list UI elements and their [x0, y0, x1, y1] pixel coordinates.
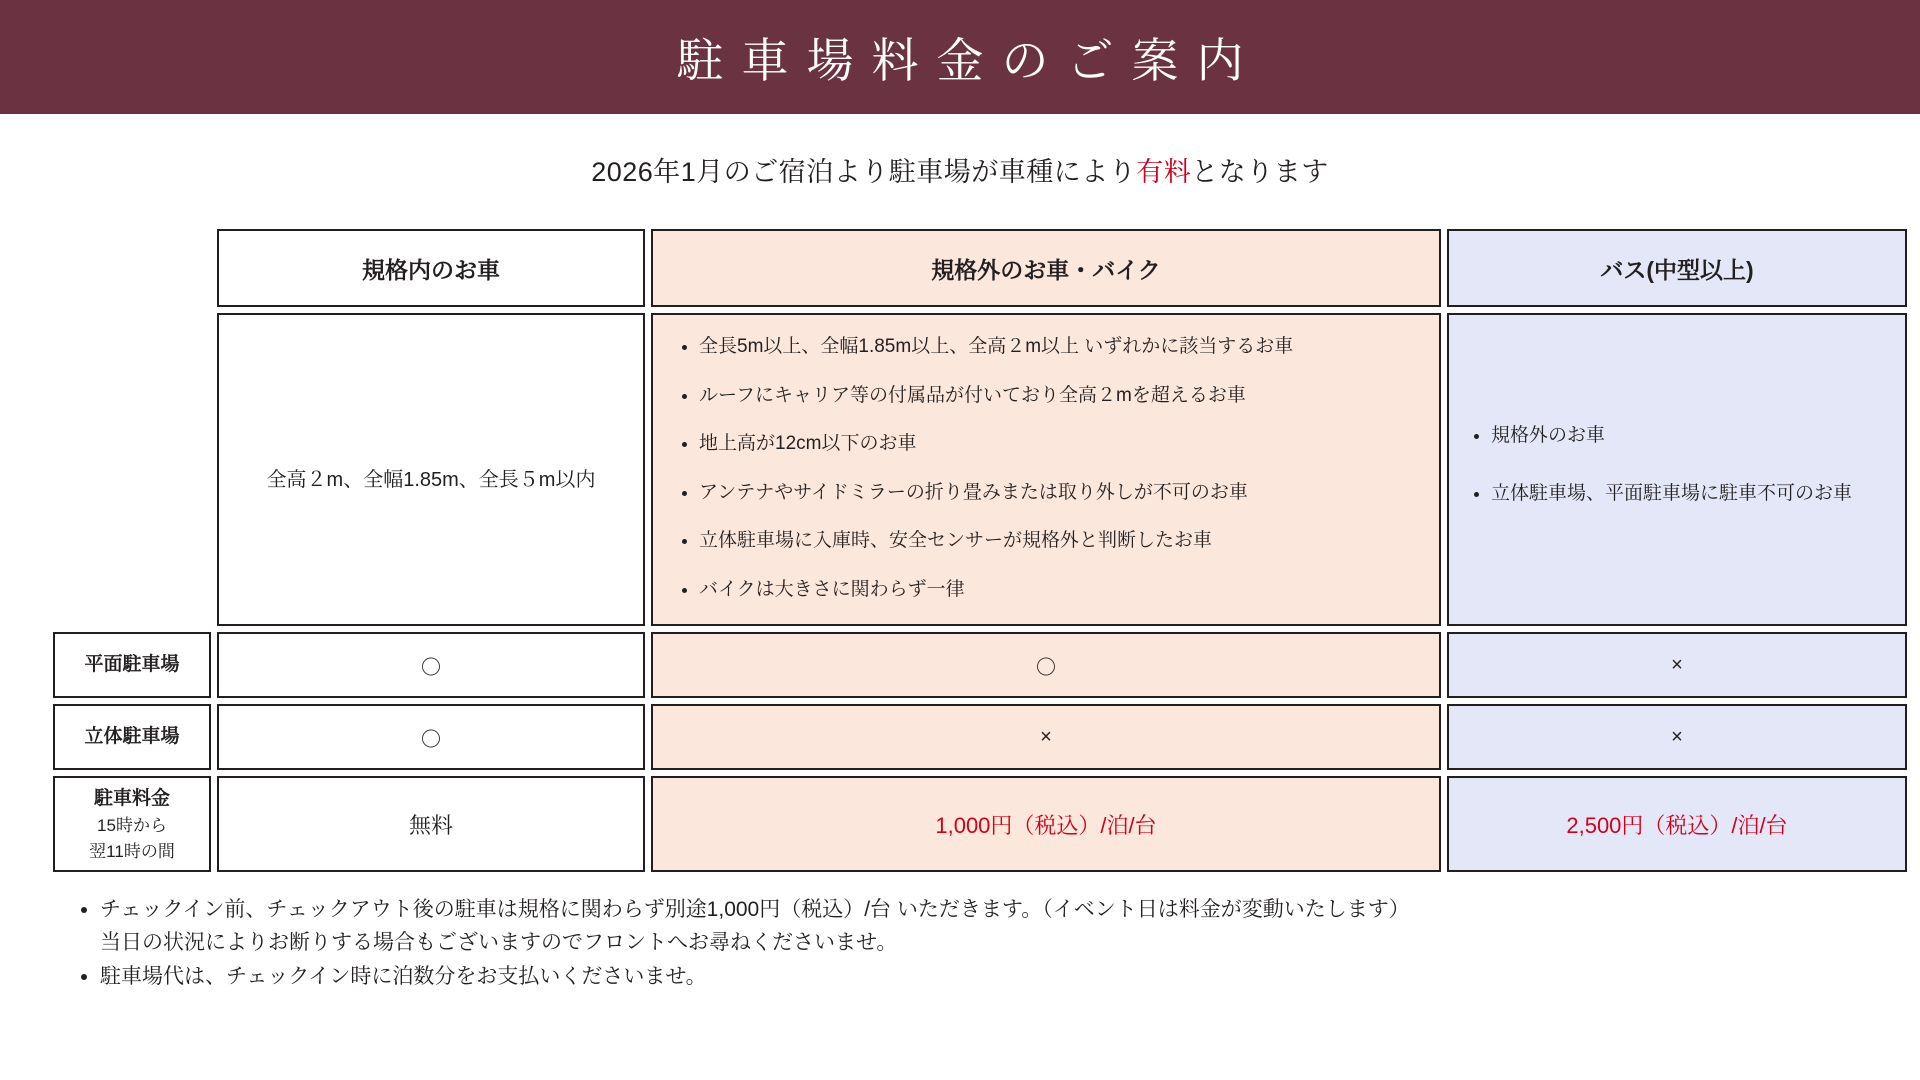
subtitle-before: 2026年1月のご宿泊より駐車場が車種により: [591, 157, 1137, 187]
subtitle: [0, 150, 1920, 189]
spec-bus-list: [1449, 402, 1905, 507]
fee-table-container: [0, 223, 1920, 878]
fee-bus: 2,500円（税込）/泊/台: [1447, 776, 1907, 872]
fee-table: [47, 223, 1913, 878]
list-item: • ルーフにキャリア等の付属品が付いており全高２mを超えるお車: [699, 382, 1429, 410]
row-label-parking-fee-title: 駐車料金: [93, 787, 170, 809]
table-row: [53, 704, 1907, 770]
table-corner-cell: [53, 229, 211, 307]
multilevel-parking-bus-mark: ×: [1447, 704, 1907, 770]
table-spec-row: [53, 313, 1907, 626]
row-label-multilevel-parking: 立体駐車場: [53, 704, 211, 770]
flat-parking-standard-mark: 〇: [217, 632, 645, 698]
footnote-1-line2: 当日の状況によりお断りする場合もございますのでフロントへお尋ねくださいませ。: [100, 930, 898, 954]
spec-bus: [1447, 313, 1907, 626]
list-item: [100, 894, 1920, 959]
table-row: [53, 632, 1907, 698]
list-item: • アンテナやサイドミラーの折り畳みまたは取り外しが不可のお車: [699, 479, 1429, 507]
spec-standard-vehicle: [217, 313, 645, 626]
list-item: • 全長5m以上、全幅1.85m以上、全高２m以上 いずれかに該当するお車: [699, 333, 1429, 361]
list-item: [100, 961, 1920, 994]
spec-standard-text: 全高２m、全幅1.85m、全長５m以内: [266, 468, 596, 491]
list-item: • バイクは大きさに関わらず一律: [699, 576, 1429, 604]
fee-oversized-vehicle: 1,000円（税込）/泊/台: [651, 776, 1441, 872]
subtitle-after: となります: [1191, 157, 1329, 187]
flat-parking-oversized-mark: 〇: [651, 632, 1441, 698]
row-label-parking-fee: [53, 776, 211, 872]
spec-oversized-list: [653, 315, 1439, 603]
row-label-parking-fee-sub1: 15時から: [97, 816, 167, 836]
page-header: [0, 0, 1920, 114]
list-item: • 規格外のお車: [1491, 422, 1895, 450]
list-item: • 立体駐車場に入庫時、安全センサーが規格外と判断したお車: [699, 527, 1429, 555]
spec-oversized-vehicle: [651, 313, 1441, 626]
flat-parking-bus-mark: ×: [1447, 632, 1907, 698]
row-label-parking-fee-sub2: 翌11時の間: [89, 841, 175, 861]
table-row: [53, 776, 1907, 872]
footnote-2-line1: 駐車場代は、チェックイン時に泊数分をお支払いくださいませ。: [100, 965, 707, 989]
footnotes-list: [64, 894, 1920, 994]
spec-row-blank-label: [53, 313, 211, 626]
subtitle-accent: 有料: [1136, 157, 1192, 187]
list-item: • 立体駐車場、平面駐車場に駐車不可のお車: [1491, 480, 1895, 508]
list-item: • 地上高が12cm以下のお車: [699, 430, 1429, 458]
header-standard-vehicle: 規格内のお車: [217, 229, 645, 307]
page-title: 駐車場料金のご案内: [676, 35, 1262, 88]
footnotes: [0, 894, 1920, 994]
row-label-flat-parking: 平面駐車場: [53, 632, 211, 698]
header-bus: バス(中型以上): [1447, 229, 1907, 307]
header-oversized-vehicle: 規格外のお車・バイク: [651, 229, 1441, 307]
fee-standard-vehicle: 無料: [217, 776, 645, 872]
footnote-1-line1: チェックイン前、チェックアウト後の駐車は規格に関わらず別途1,000円（税込）/台 いただきます。（イベント日は料金が変動いたします）: [100, 898, 1410, 922]
multilevel-parking-standard-mark: 〇: [217, 704, 645, 770]
table-header-row: [53, 229, 1907, 307]
multilevel-parking-oversized-mark: ×: [651, 704, 1441, 770]
